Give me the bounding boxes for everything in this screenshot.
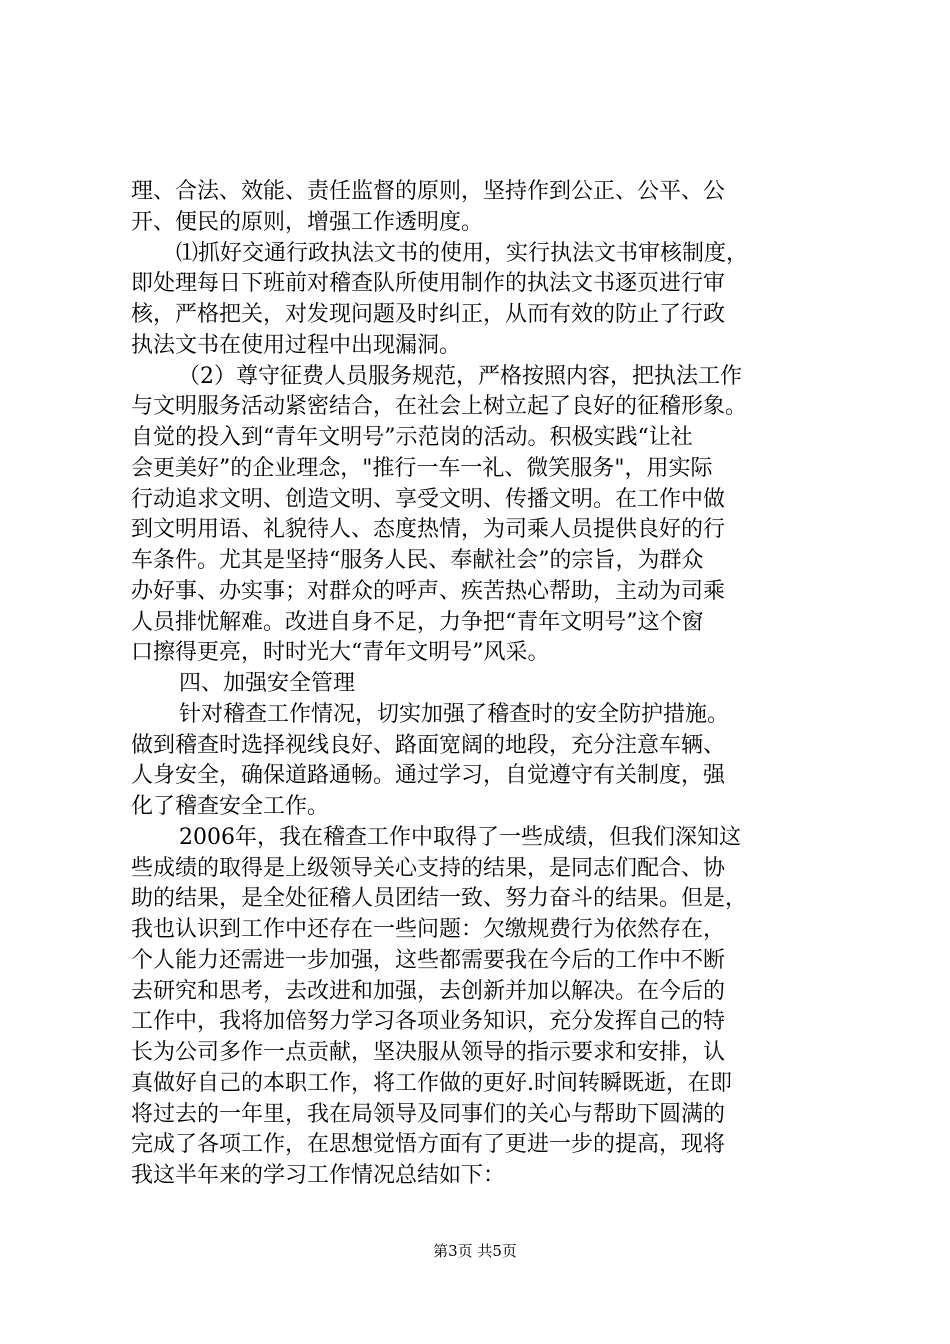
body-text-line: ⑴抓好交通行政执法文书的使用，实行执法文书审核制度， [176, 241, 749, 266]
body-text-line: 理、合法、效能、责任监督的原则，坚持作到公正、公平、公 [131, 179, 726, 204]
body-text-line: 些成绩的取得是上级领导关心支持的结果，是同志们配合、协 [131, 856, 726, 881]
body-text-line: 到文明用语、礼貌待人、态度热情，为司乘人员提供良好的行 [131, 517, 726, 542]
body-text-line: 口擦得更亮，时时光大“青年文明号”风采。 [131, 640, 550, 665]
body-text-line: 人身安全，确保道路通畅。通过学习，自觉遵守有关制度，强 [131, 763, 726, 788]
body-text-line: 办好事、办实事；对群众的呼声、疾苦热心帮助，主动为司乘 [131, 579, 726, 604]
body-text-line: 我这半年来的学习工作情况总结如下： [131, 1163, 506, 1188]
body-text-line: 2006年，我在稽查工作中取得了一些成绩，但我们深知这 [179, 825, 741, 850]
body-text-line: 完成了各项工作，在思想觉悟方面有了更进一步的提高，现将 [131, 1132, 726, 1157]
body-text-line: 长为公司多作一点贡献，坚决服从领导的指示要求和安排，认 [131, 1040, 726, 1065]
body-text-line: 个人能力还需进一步加强，这些都需要我在今后的工作中不断 [131, 948, 726, 973]
body-text-line: （2）尊守征费人员服务规范，严格按照内容，把执法工作 [178, 364, 742, 389]
body-text-line: 执法文书在使用过程中出现漏洞。 [131, 333, 462, 358]
body-text-line: 自觉的投入到“青年文明号”示范岗的活动。积极实践“让社 [131, 425, 693, 450]
body-text-line: 工作中，我将加倍努力学习各项业务知识，充分发挥自己的特 [131, 1009, 726, 1034]
page-number-footer: 第3页 共5页 [433, 1242, 517, 1260]
body-text-line: 针对稽查工作情况，切实加强了稽查时的安全防护措施。 [179, 702, 730, 727]
body-text-line: 核，严格把关，对发现问题及时纠正，从而有效的防止了行政 [131, 302, 726, 327]
section-heading: 四、加强安全管理 [179, 671, 356, 696]
body-text-line: 化了稽查安全工作。 [131, 794, 330, 819]
body-text-line: 真做好自己的本职工作，将工作做的更好.时间转瞬既逝，在即 [131, 1071, 732, 1096]
body-text-line: 即处理每日下班前对稽查队所使用制作的执法文书逐页进行审 [131, 271, 726, 296]
body-text-line: 行动追求文明、创造文明、享受文明、传播文明。在工作中做 [131, 487, 726, 512]
body-text-line: 人员排忧解难。改进自身不足，力争把“青年文明号”这个窗 [131, 610, 704, 635]
body-text-line: 将过去的一年里，我在局领导及同事们的关心与帮助下圆满的 [131, 1102, 726, 1127]
body-text-line: 我也认识到工作中还存在一些问题：欠缴规费行为依然存在， [131, 917, 726, 942]
body-text-line: 做到稽查时选择视线良好、路面宽阔的地段，充分注意车辆、 [131, 733, 726, 758]
body-text-line: 车条件。尤其是坚持“服务人民、奉献社会”的宗旨，为群众 [131, 548, 704, 573]
body-text-line: 去研究和思考，去改进和加强，去创新并加以解决。在今后的 [131, 979, 726, 1004]
body-text-line: 与文明服务活动紧密结合，在社会上树立起了良好的征稽形象。 [131, 394, 748, 419]
body-text-line: 助的结果，是全处征稽人员团结一致、努力奋斗的结果。但是， [131, 886, 748, 911]
body-text-line: 会更美好”的企业理念，"推行一车一礼、微笑服务"，用实际 [131, 456, 713, 481]
body-text-line: 开、便民的原则，增强工作透明度。 [131, 210, 484, 235]
